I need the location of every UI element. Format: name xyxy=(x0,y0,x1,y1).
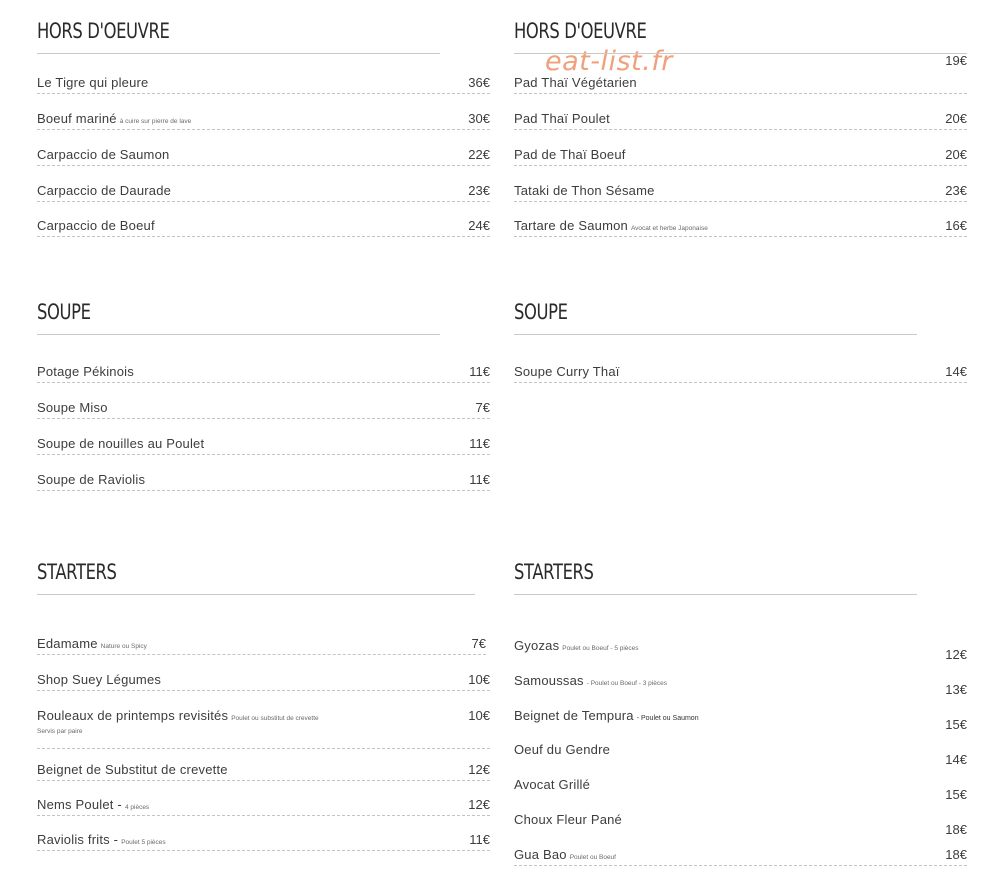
item-price: 12€ xyxy=(945,647,967,662)
menu-item xyxy=(514,847,967,866)
section-starters-left xyxy=(37,560,490,860)
item-name: Gua Bao Poulet ou Boeuf xyxy=(514,847,616,862)
item-price: 12€ xyxy=(468,797,490,812)
menu-item xyxy=(514,812,967,837)
item-name: Soupe de nouilles au Poulet xyxy=(37,436,205,451)
item-subnote: Servis par paire xyxy=(37,728,83,735)
item-note: Poulet ou Boeuf xyxy=(569,854,616,861)
menu-item xyxy=(37,75,490,94)
item-price: 7€ xyxy=(475,400,490,415)
menu-item xyxy=(37,183,490,202)
item-name: Raviolis frits - Poulet 5 pièces xyxy=(37,832,166,847)
menu-item xyxy=(514,111,967,130)
item-name: Avocat Grillé xyxy=(514,777,591,792)
menu-item xyxy=(514,708,967,732)
item-note: Nature ou Spicy xyxy=(100,643,147,650)
menu-item xyxy=(37,762,490,781)
watermark-logo: eat-list.fr xyxy=(545,46,673,77)
item-price: 19€ xyxy=(945,53,967,68)
item-name: Choux Fleur Pané xyxy=(514,812,622,827)
menu-item xyxy=(37,472,490,491)
item-name: Soupe de Raviolis xyxy=(37,472,146,487)
item-name: Pad Thaï Poulet xyxy=(514,111,610,126)
section-soupe-right xyxy=(514,300,967,400)
item-name: Tartare de Saumon Avocat et herbe Japonaise xyxy=(514,218,708,233)
section-divider xyxy=(514,334,917,335)
section-starters-right xyxy=(514,560,967,870)
item-price: 11€ xyxy=(469,364,490,379)
section-title: STARTERS xyxy=(514,560,594,584)
item-price: 18€ xyxy=(945,847,967,862)
item-price: 13€ xyxy=(945,682,967,697)
section-title: HORS D'OEUVRE xyxy=(514,19,647,43)
item-note: 4 pièces xyxy=(124,804,150,811)
item-price: 11€ xyxy=(469,832,490,847)
menu-item xyxy=(514,638,967,662)
item-price: 36€ xyxy=(468,75,490,90)
item-price: 20€ xyxy=(945,111,967,126)
item-price: 12€ xyxy=(468,762,490,777)
item-name: Beignet de Tempura - Poulet ou Saumon xyxy=(514,708,699,723)
item-name: Pad Thaï Végétarien xyxy=(514,75,637,90)
item-name: Le Tigre qui pleure xyxy=(37,75,149,90)
item-price: 24€ xyxy=(468,218,490,233)
section-title: SOUPE xyxy=(37,300,91,324)
section-title: SOUPE xyxy=(514,300,568,324)
item-price: 20€ xyxy=(945,147,967,162)
item-price: 18€ xyxy=(945,822,967,837)
menu-item xyxy=(514,364,967,383)
menu-item xyxy=(514,777,967,802)
menu-item xyxy=(37,436,490,455)
item-price: 22€ xyxy=(468,147,490,162)
menu-item xyxy=(514,183,967,202)
item-price: 14€ xyxy=(945,752,967,767)
item-price: 10€ xyxy=(468,672,490,687)
menu-item xyxy=(514,673,967,697)
item-note: - Poulet ou Boeuf - 3 pièces xyxy=(586,680,667,687)
item-name: Carpaccio de Daurade xyxy=(37,183,172,198)
section-divider xyxy=(37,334,440,335)
item-price: 15€ xyxy=(945,787,967,802)
menu-item xyxy=(37,147,490,166)
item-name: Soupe Miso xyxy=(37,400,108,415)
section-hors-doeuvre-left xyxy=(37,19,490,249)
item-price: 15€ xyxy=(945,717,967,732)
section-divider xyxy=(514,53,967,54)
section-soupe-left xyxy=(37,300,490,500)
item-name: Nems Poulet - 4 pièces xyxy=(37,797,150,812)
item-name: Carpaccio de Saumon xyxy=(37,147,170,162)
item-note: Poulet 5 pièces xyxy=(121,839,166,846)
item-note: Avocat et herbe Japonaise xyxy=(630,225,708,232)
item-note: Poulet ou substitut de crevette xyxy=(231,715,319,722)
section-divider xyxy=(37,53,440,54)
menu-item xyxy=(37,400,490,419)
menu-item xyxy=(37,111,490,130)
item-name: Gyozas Poulet ou Boeuf - 5 pièces xyxy=(514,638,639,653)
section-title: STARTERS xyxy=(37,560,117,584)
item-name: Boeuf mariné à cuire sur pierre de lave xyxy=(37,111,192,126)
menu-item xyxy=(37,708,490,749)
item-price: 23€ xyxy=(945,183,967,198)
menu-item xyxy=(37,672,490,691)
item-name: Beignet de Substitut de crevette xyxy=(37,762,228,777)
item-name: Carpaccio de Boeuf xyxy=(37,218,155,233)
item-name: Pad de Thaï Boeuf xyxy=(514,147,626,162)
menu-item xyxy=(37,832,490,851)
menu-item xyxy=(37,218,490,237)
item-price: 11€ xyxy=(469,472,490,487)
item-name: Soupe Curry Thaï xyxy=(514,364,620,379)
item-note: - Poulet ou Saumon xyxy=(636,715,699,722)
item-price: 7€ xyxy=(471,636,486,651)
menu-item xyxy=(514,147,967,166)
section-title: HORS D'OEUVRE xyxy=(37,19,170,43)
item-price: 16€ xyxy=(945,218,967,233)
menu-item xyxy=(37,636,486,655)
item-note: à cuire sur pierre de lave xyxy=(119,118,192,125)
item-name: Oeuf du Gendre xyxy=(514,742,611,757)
item-name: Rouleaux de printemps revisités Poulet ou substitut de crevette xyxy=(37,708,319,723)
menu-item xyxy=(514,742,967,767)
item-name: Potage Pékinois xyxy=(37,364,134,379)
menu-item xyxy=(37,797,490,816)
menu-item xyxy=(37,364,490,383)
item-price: 14€ xyxy=(945,364,967,379)
item-price: 30€ xyxy=(468,111,490,126)
item-name: Samoussas - Poulet ou Boeuf - 3 pièces xyxy=(514,673,667,688)
item-price: 11€ xyxy=(469,436,490,451)
item-name: Shop Suey Légumes xyxy=(37,672,162,687)
item-name: Edamame Nature ou Spicy xyxy=(37,636,147,651)
item-note: Poulet ou Boeuf - 5 pièces xyxy=(562,645,639,652)
menu-item xyxy=(514,218,967,237)
item-name: Tataki de Thon Sésame xyxy=(514,183,655,198)
item-price: 10€ xyxy=(468,708,490,723)
section-divider xyxy=(514,594,917,595)
section-hors-doeuvre-right xyxy=(514,19,967,249)
section-divider xyxy=(37,594,475,595)
item-price: 23€ xyxy=(468,183,490,198)
